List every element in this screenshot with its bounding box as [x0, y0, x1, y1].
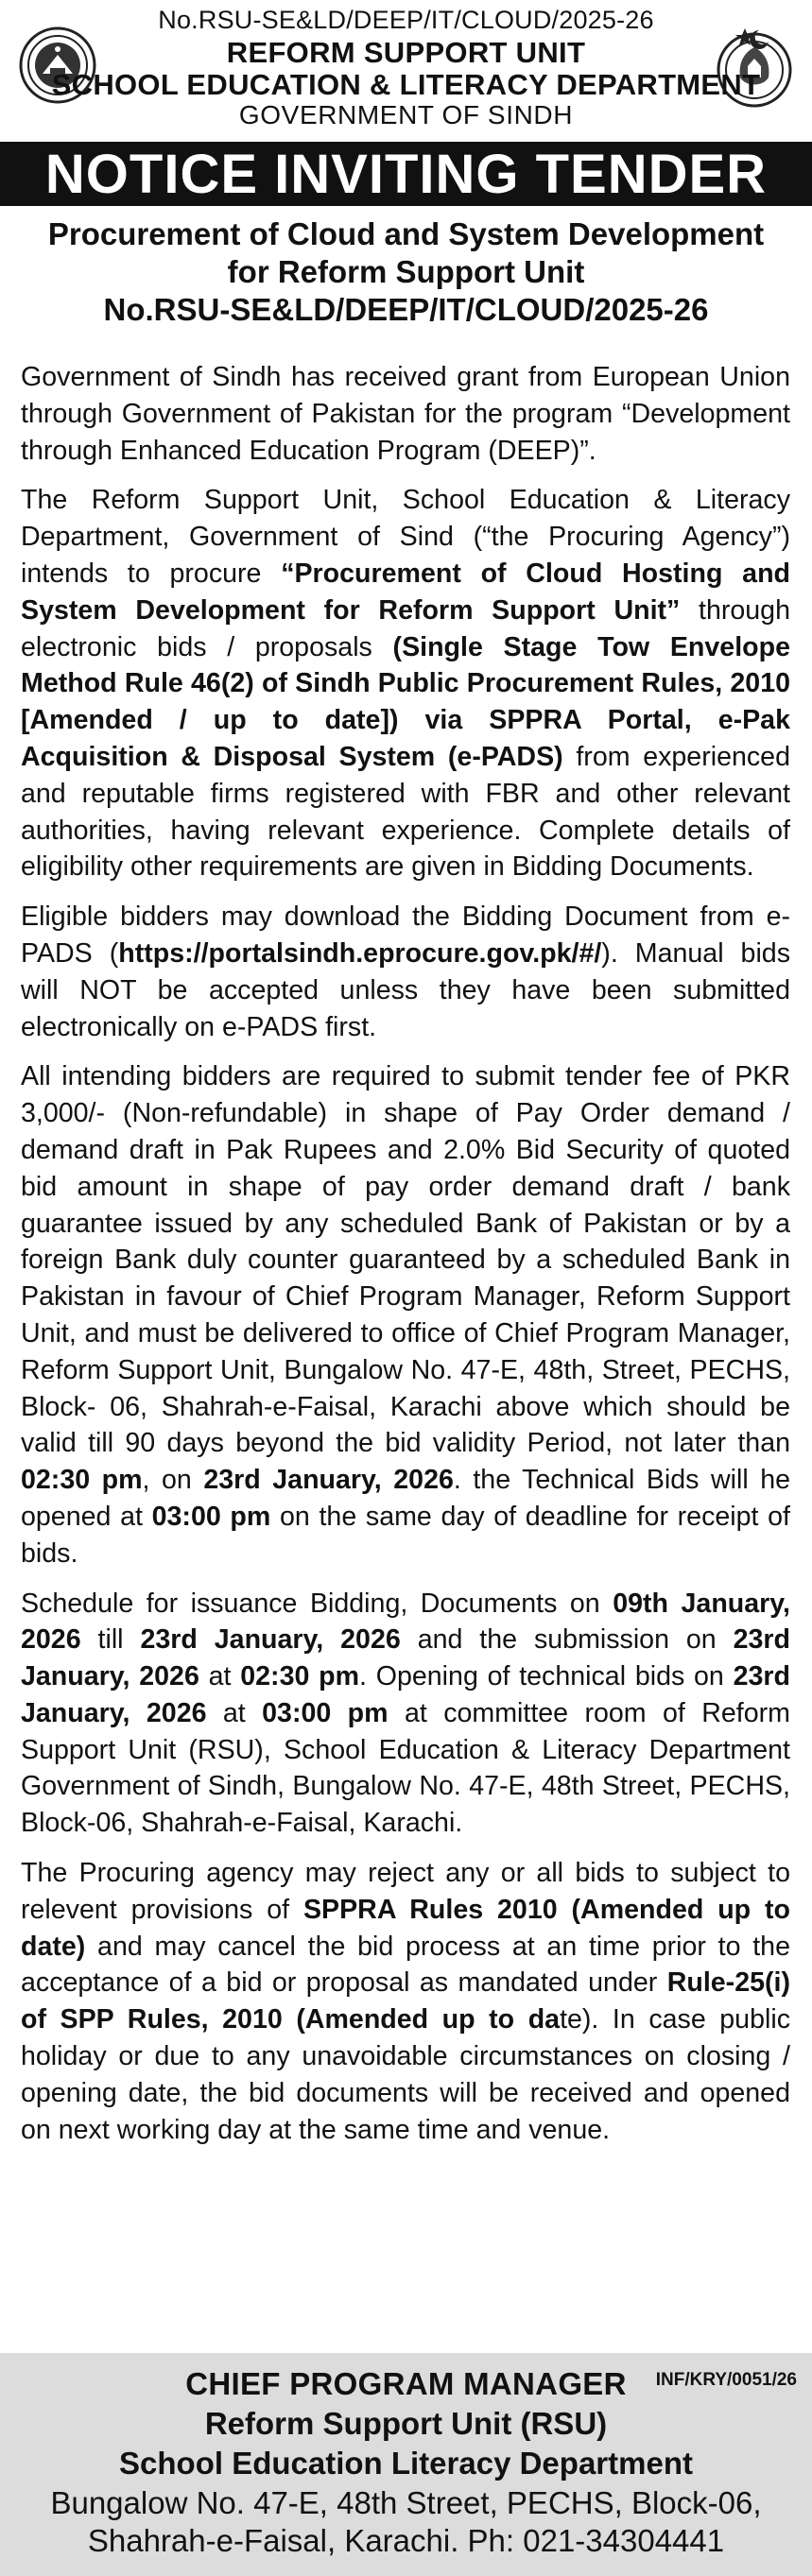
- address-line-1: Bungalow No. 47-E, 48th Street, PECHS, Block-06,: [50, 2485, 762, 2520]
- notice-title: NOTICE INVITING TENDER: [0, 142, 812, 206]
- org-reform-support-unit: REFORM SUPPORT UNIT: [226, 36, 586, 69]
- paragraph-rejection: The Procuring agency may reject any or all bids to subject to relevent provisions of SPPRA Rules 2010 (Amended up to date) and may cancel the bid process at an time prior to the acceptance of a bid or proposal as mandated under Rule-25(i) of SPP Rules, 2010 (Amended up to date). In case public holiday or due to any unavoidable circumstances on closing / opening date, the bid documents will be received and opened on next working day at the same time and venue.: [21, 1858, 791, 2145]
- paragraph-grant: Government of Sindh has received grant from European Union through Government of Pakistan for the program “Development through Enhanced Education Program (DEEP)”.: [21, 362, 790, 466]
- address-line-2: Shahrah-e-Faisal, Karachi. Ph: 021-34304441: [87, 2523, 725, 2558]
- notice-footer: [0, 2353, 812, 2576]
- org-department: SCHOOL EDUCATION & LITERACY DEPARTMENT: [51, 68, 761, 101]
- signatory-department: School Education Literacy Department: [119, 2446, 693, 2481]
- subject-line-1: Procurement of Cloud and System Development: [47, 216, 765, 251]
- paragraph-procurement: The Reform Support Unit, School Education & Literacy Department, Government of Sind (“the Procuring Agency”) intends to procure “Procurement of Cloud Hosting and System Development for Reform Support Unit” through electronic bids / proposals (Single Stage Tow Envelope Method Rule 46(2) of Sindh Public Procurement Rules, 2010 [Amended / up to date]) via SPPRA Portal, e-Pak Acquisition & Disposal System (e-PADS) from experienced and reputable firms registered with FBR and other relevant authorities, having relevant experience. Complete details of eligibility other requirements are given in Bidding Documents.: [21, 485, 790, 883]
- paragraph-download: Eligible bidders may download the Bidding Document from e-PADS (https://portalsindh.eprocure.gov.pk/#/). Manual bids will NOT be accepted unless they have been submitted electronically on e-PADS first.: [21, 902, 790, 1042]
- epads-link[interactable]: https://portalsindh.eprocure.gov.pk/#/: [118, 937, 602, 969]
- paragraph-tender-fee: All intending bidders are required to submit tender fee of PKR 3,000/- (Non-refundable) in shape of Pay Order demand / demand draft in Pak Rupees and 2.0% Bid Security of quoted bid amount in shape of pay order demand draft / bank guarantee issued by any scheduled Bank of Pakistan or by a foreign Bank duly counter guaranteed by a scheduled Bank in Pakistan in favour of Chief Program Manager, Reform Support Unit, and must be delivered to office of Chief Program Manager, Reform Support Unit, Bungalow No. 47-E, 48th, Street, PECHS, Block- 06, Shahrah-e-Faisal, Karachi above which should be valid till 90 days beyond the bid validity Period, not later than 02:30 pm, on 23rd January, 2026. the Technical Bids will he opened at 03:00 pm on the same day of deadline for receipt of bids.: [21, 1061, 791, 1569]
- subject-line-2: for Reform Support Unit: [227, 254, 585, 289]
- info-reference-code: INF/KRY/0051/26: [655, 2370, 797, 2390]
- notice-header: [0, 0, 812, 140]
- paragraph-schedule: Schedule for issuance Bidding, Documents on 09th January, 2026 till 23rd January, 2026 and the submission on 23rd January, 2026 at 02:30 pm. Opening of technical bids on 23rd January, 2026 at 03:00 pm at committee room of Reform Support Unit (RSU), School Education & Literacy Department Government of Sindh, Bungalow No. 47-E, 48th Street, PECHS, Block-06, Shahrah-e-Faisal, Karachi.: [21, 1588, 791, 1839]
- signatory-designation: CHIEF PROGRAM MANAGER: [185, 2366, 627, 2401]
- reference-number: No.RSU-SE&LD/DEEP/IT/CLOUD/2025-26: [158, 6, 654, 34]
- subject-reference: No.RSU-SE&LD/DEEP/IT/CLOUD/2025-26: [103, 292, 709, 327]
- notice-body: [21, 359, 790, 2161]
- signatory-unit: Reform Support Unit (RSU): [204, 2406, 608, 2441]
- org-government: GOVERNMENT OF SINDH: [238, 100, 574, 129]
- notice-subject: [0, 215, 812, 329]
